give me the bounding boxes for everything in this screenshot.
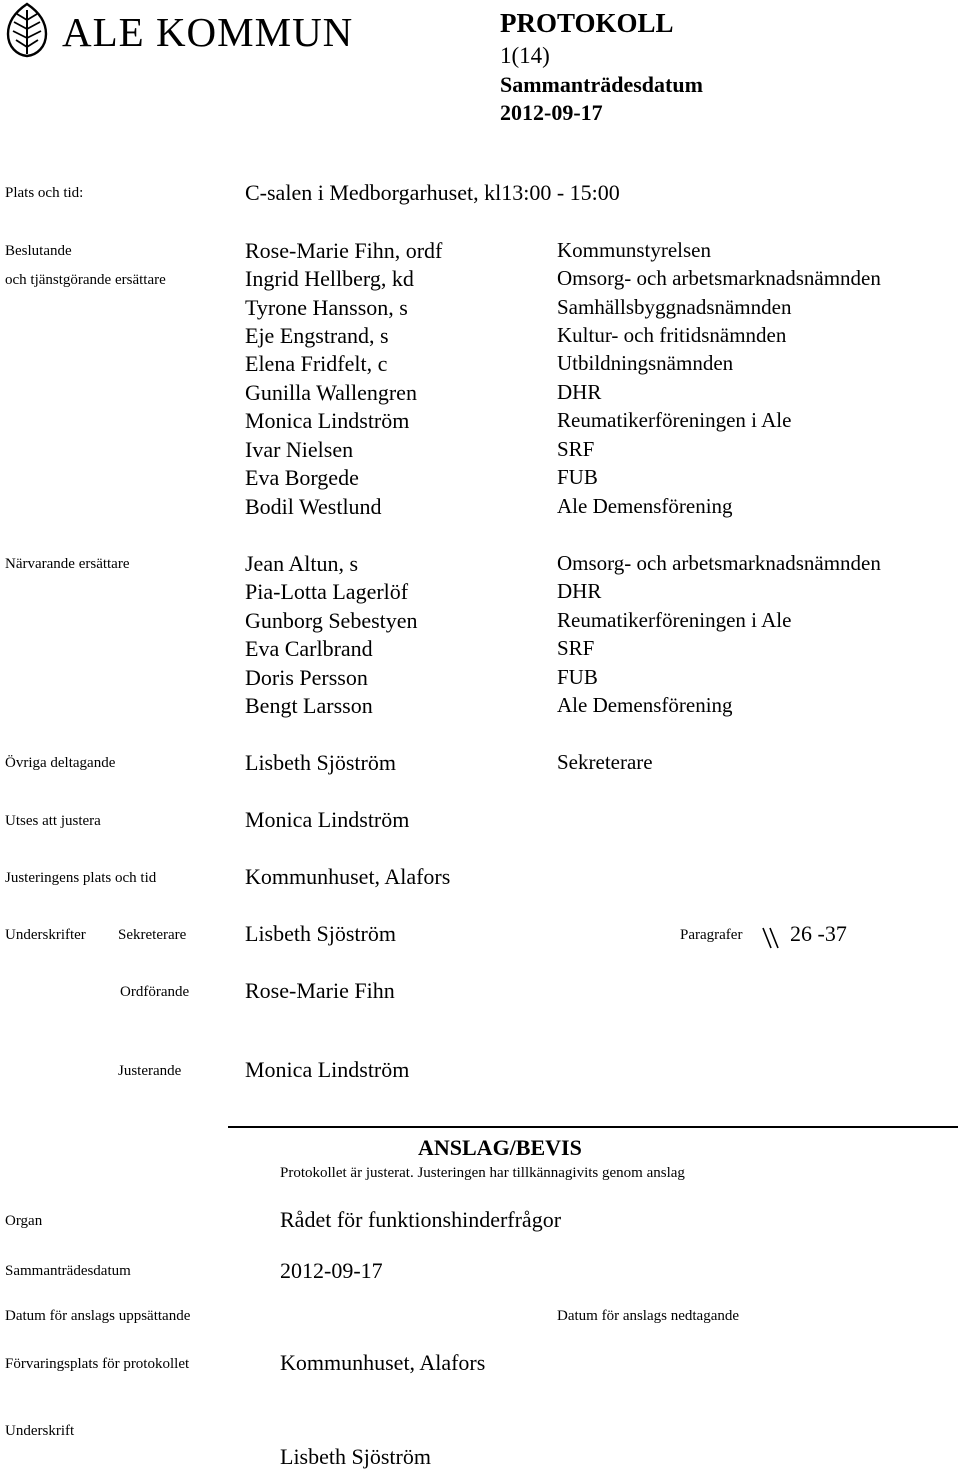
justerande-label: Justerande [118,1063,182,1079]
substitutes-label: Närvarande ersättare [5,556,130,572]
meeting-date: 2012-09-17 [500,100,603,125]
notice-divider [228,1126,958,1128]
leaf-emblem-icon [5,2,49,58]
member-org: DHR [557,380,602,404]
storage-value: Kommunhuset, Alafors [280,1350,486,1375]
member-name: Ivar Nielsen [245,437,354,462]
substitute-org: Reumatikerföreningen i Ale [557,608,792,632]
adjust-place-label: Justeringens plats och tid [5,870,157,886]
others-label: Övriga deltagande [5,755,116,771]
decision-makers-label: Beslutande [5,243,72,259]
signatures-label: Underskrifter [5,927,86,943]
member-name: Gunilla Wallengren [245,380,417,405]
substitute-name: Jean Altun, s [245,551,359,576]
member-org: Samhällsbyggnadsnämnden [557,295,792,319]
member-name: Eva Borgede [245,465,359,490]
organ-label: Organ [5,1213,43,1229]
page-number: 1(14) [500,43,550,68]
chair-name: Rose-Marie Fihn [245,978,395,1003]
place-label: Plats och tid: [5,185,84,201]
adjuster-label: Utses att justera [5,813,101,829]
adjust-place-value: Kommunhuset, Alafors [245,864,451,889]
member-org: Kultur- och fritidsnämnden [557,323,787,347]
substitute-name: Bengt Larsson [245,693,373,718]
paragraphs-label: Paragrafer [680,927,743,943]
member-org: Ale Demensförening [557,494,733,518]
paragraphs-value: 26 -37 [790,921,847,946]
justerande-name: Monica Lindström [245,1057,410,1082]
organ-value: Rådet för funktionshinderfrågor [280,1207,562,1232]
member-org: Reumatikerföreningen i Ale [557,408,792,432]
substitute-name: Pia-Lotta Lagerlöf [245,579,409,604]
notice-date-label: Sammanträdesdatum [5,1263,131,1279]
member-name: Tyrone Hansson, s [245,295,408,320]
member-org: FUB [557,465,598,489]
member-org: Omsorg- och arbetsmarknadsnämnden [557,266,881,290]
others-name: Lisbeth Sjöström [245,750,396,775]
notice-statement: Protokollet är justerat. Justeringen har tillkännagivits genom anslag [280,1165,685,1181]
substitute-org: FUB [557,665,598,689]
section-sign-icon [760,924,786,950]
member-name: Monica Lindström [245,408,410,433]
document-type: PROTOKOLL [500,8,674,38]
adjuster-name: Monica Lindström [245,807,410,832]
meeting-date-label: Sammanträdesdatum [500,72,703,97]
notice-date-value: 2012-09-17 [280,1258,383,1283]
decision-makers-label-2: och tjänstgörande ersättare [5,272,166,288]
substitute-org: Ale Demensförening [557,693,733,717]
member-org: SRF [557,437,595,461]
substitute-name: Doris Persson [245,665,368,690]
notice-title: ANSLAG/BEVIS [418,1135,582,1160]
posted-date-label: Datum för anslags uppsättande [5,1308,191,1324]
storage-label: Förvaringsplats för protokollet [5,1356,190,1372]
member-org: Kommunstyrelsen [557,238,711,262]
signature-name: Lisbeth Sjöström [280,1444,431,1469]
member-name: Ingrid Hellberg, kd [245,266,414,291]
substitute-org: Omsorg- och arbetsmarknadsnämnden [557,551,881,575]
member-org: Utbildningsnämnden [557,351,734,375]
secretary-label: Sekreterare [118,927,187,943]
member-name: Rose-Marie Fihn, ordf [245,238,443,263]
substitute-name: Eva Carlbrand [245,636,373,661]
member-name: Eje Engstrand, s [245,323,389,348]
signature-label: Underskrift [5,1423,75,1439]
substitute-org: SRF [557,636,595,660]
removed-date-label: Datum för anslags nedtagande [557,1308,740,1324]
substitute-name: Gunborg Sebestyen [245,608,418,633]
municipality-name: ALE KOMMUN [62,9,354,55]
place-value: C-salen i Medborgarhuset, kl13:00 - 15:00 [245,180,620,205]
member-name: Bodil Westlund [245,494,382,519]
substitute-org: DHR [557,579,602,603]
member-name: Elena Fridfelt, c [245,351,388,376]
chair-label: Ordförande [120,984,190,1000]
others-role: Sekreterare [557,750,653,774]
secretary-name: Lisbeth Sjöström [245,921,396,946]
